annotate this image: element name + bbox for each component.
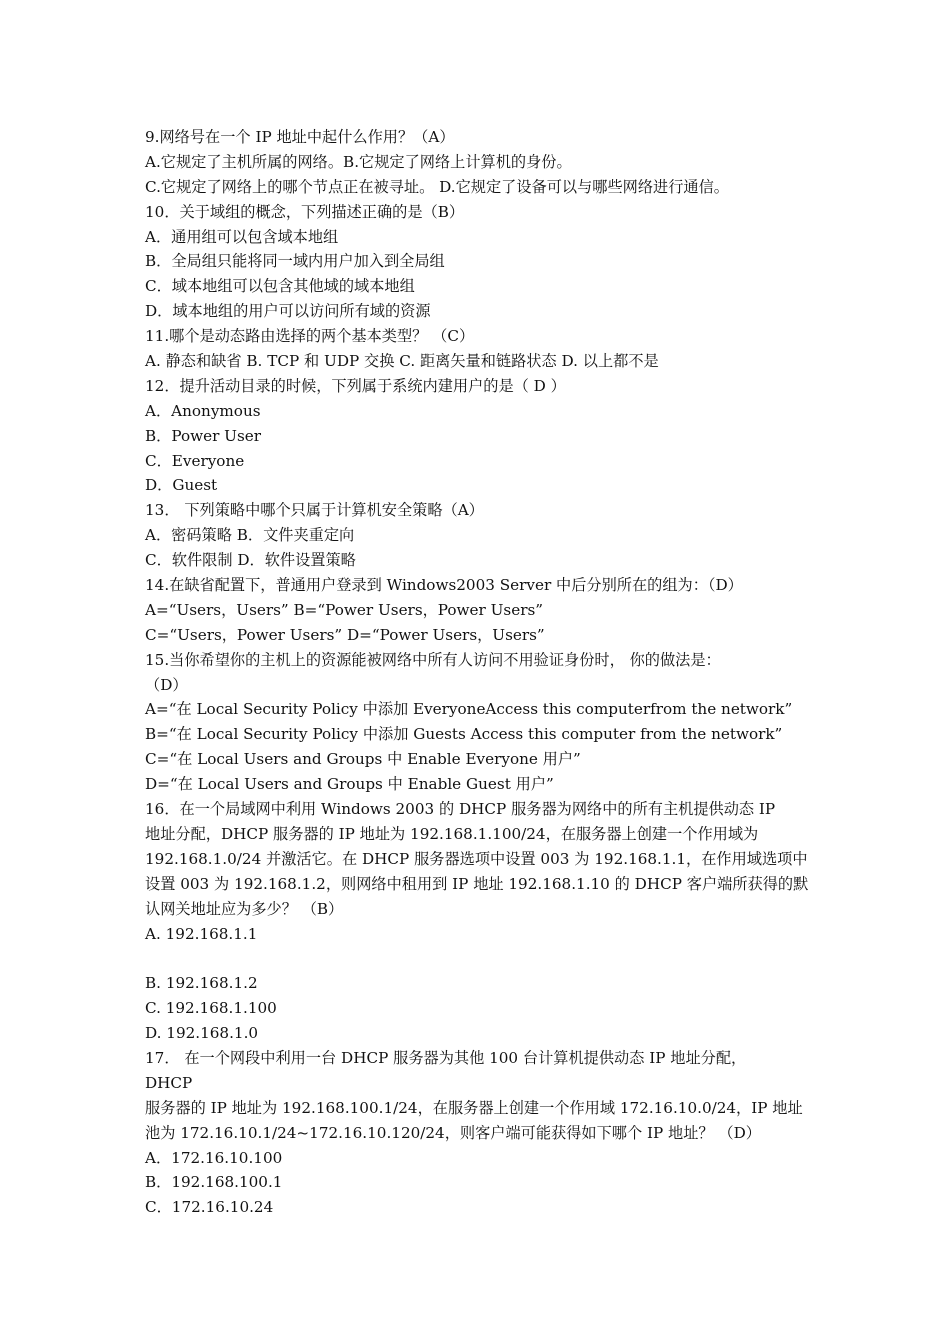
q10-option-c: C．域本地组可以包含其他域的域本地组 bbox=[145, 277, 415, 296]
q16-option-c: C. 192.168.1.100 bbox=[145, 999, 277, 1018]
q12-option-b: B．Power User bbox=[145, 426, 262, 445]
question-16-line-1: 16．在一个局域网中利用 Windows 2003 的 DHCP 服务器为网络中的所有主机提供动态 IP bbox=[145, 800, 776, 819]
document-body bbox=[145, 125, 825, 1220]
q15-option-b: B=“在 Local Security Policy 中添加 Guests Access this computer from the network” bbox=[145, 725, 783, 744]
question-16-line-5: 认网关地址应为多少？ （B） bbox=[145, 899, 344, 918]
q13-options-cd: C．软件限制 D．软件设置策略 bbox=[145, 551, 356, 570]
q10-option-b: B．全局组只能将同一域内用户加入到全局组 bbox=[145, 252, 445, 271]
q12-option-d: D．Guest bbox=[145, 476, 218, 495]
q16-option-b: B. 192.168.1.2 bbox=[145, 974, 258, 993]
question-16-line-4: 设置 003 为 192.168.1.2，则网络中租用到 IP 地址 192.168.1.10 的 DHCP 客户端所获得的默 bbox=[145, 874, 809, 893]
q13-options-ab: A．密码策略 B．文件夹重定向 bbox=[145, 526, 355, 545]
q15-option-a: A=“在 Local Security Policy 中添加 EveryoneAccess this computerfrom the network” bbox=[145, 700, 793, 719]
question-9: 9.网络号在一个 IP 地址中起什么作用？（A） bbox=[145, 128, 455, 146]
q17-option-b: B．192.168.100.1 bbox=[145, 1173, 283, 1192]
question-15: 15.当你希望你的主机上的资源能被网络中所有人访问不用验证身份时， 你的做法是： bbox=[145, 650, 721, 669]
q16-option-d: D. 192.168.1.0 bbox=[145, 1024, 259, 1043]
blank-line bbox=[145, 946, 825, 971]
question-14: 14.在缺省配置下，普通用户登录到 Windows2003 Server 中后分别所在的组为：（D） bbox=[145, 576, 743, 595]
question-17-line-3: 服务器的 IP 地址为 192.168.100.1/24，在服务器上创建一个作用域 172.16.10.0/24，IP 地址 bbox=[145, 1098, 803, 1117]
question-13: 13． 下列策略中哪个只属于计算机安全策略（A） bbox=[145, 501, 484, 520]
question-17-line-4: 池为 172.16.10.1/24~172.16.10.120/24，则客户端可能获得如下哪个 IP 地址？ （D） bbox=[145, 1123, 761, 1142]
q9-options-cd: C.它规定了网络上的哪个节点正在被寻址。 D.它规定了设备可以与哪些网络进行通信。 bbox=[145, 177, 729, 196]
q14-options-cd: C=“Users，Power Users” D=“Power Users，Users” bbox=[145, 625, 545, 644]
question-16-line-3: 192.168.1.0/24 并激活它。在 DHCP 服务器选项中设置 003 为 192.168.1.1，在作用域选项中 bbox=[145, 849, 808, 868]
q17-option-c: C．172.16.10.24 bbox=[145, 1198, 274, 1217]
q12-option-a: A．Anonymous bbox=[145, 401, 261, 420]
q14-options-ab: A=“Users，Users” B=“Power Users，Power Users” bbox=[145, 600, 544, 619]
q16-option-a: A. 192.168.1.1 bbox=[145, 924, 258, 943]
q15-answer: （D） bbox=[145, 675, 188, 694]
q9-options-ab: A.它规定了主机所属的网络。B.它规定了网络上计算机的身份。 bbox=[145, 152, 572, 171]
question-17-line-2: DHCP bbox=[145, 1073, 193, 1092]
q11-options: A. 静态和缺省 B. TCP 和 UDP 交换 C. 距离矢量和链路状态 D. 以上都不是 bbox=[145, 352, 659, 371]
q15-option-c: C=“在 Local Users and Groups 中 Enable Everyone 用户” bbox=[145, 750, 581, 769]
q17-option-a: A．172.16.10.100 bbox=[145, 1148, 283, 1167]
question-12: 12．提升活动目录的时候，下列属于系统内建用户的是（ D ） bbox=[145, 376, 566, 395]
question-17-line-1: 17． 在一个网段中利用一台 DHCP 服务器为其他 100 台计算机提供动态 IP 地址分配， bbox=[145, 1048, 747, 1067]
question-16-line-2: 地址分配，DHCP 服务器的 IP 地址为 192.168.1.100/24，在服务器上创建一个作用域为 bbox=[145, 824, 759, 843]
q10-option-a: A．通用组可以包含域本地组 bbox=[145, 227, 339, 246]
q15-option-d: D=“在 Local Users and Groups 中 Enable Guest 用户” bbox=[145, 775, 554, 794]
question-11: 11.哪个是动态路由选择的两个基本类型？ （C） bbox=[145, 327, 475, 346]
q10-option-d: D．域本地组的用户可以访问所有域的资源 bbox=[145, 302, 431, 321]
question-10: 10．关于域组的概念，下列描述正确的是（B） bbox=[145, 202, 465, 221]
q12-option-c: C．Everyone bbox=[145, 451, 245, 470]
